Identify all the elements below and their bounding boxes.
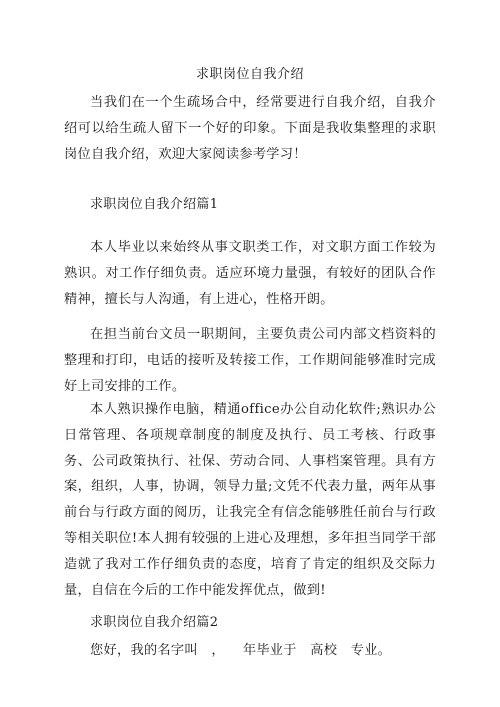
section-2-heading: 求职岗位自我介绍篇2	[90, 615, 219, 630]
section-2-first-line: 您好，我的名字叫 ， 年毕业于 高校 专业。	[90, 643, 392, 658]
section-1-paragraph-2: 在担当前台文员一职期间，主要负责公司内部文档资料的整理和打印，电话的接听及转接工作，工作期间能够准时完成好上司安排的工作。	[64, 327, 436, 394]
intro-paragraph: 当我们在一个生疏场合中，经常要进行自我介绍，自我介绍可以给生疏人留下一个好的印象。下面是我收集整理的求职岗位自我介绍，欢迎大家阅读参考学习！	[64, 95, 436, 162]
document-title: 求职岗位自我介绍	[195, 67, 304, 82]
section-1-paragraph-1: 本人毕业以来始终从事文职类工作，对文职方面工作较为熟识。对工作仔细负责。适应环境力量强，有较好的团队合作精神，擅长与人沟通，有上进心，性格开朗。	[64, 240, 436, 307]
section-1-paragraph-3: 本人熟识操作电脑，精通office办公自动化软件;熟识办公日常管理、各项规章制度的制度及执行、员工考核、行政事务、公司政策执行、社保、劳动合同、人事档案管理。具有方案，组织，人事，协调，领导力量;文凭不代表力量，两年从事前台与行政方面的阅历，让我完全有信念能够胜任前台与行政等相关职位!本人拥有较强的上进心及理想，多年担当同学干部造就了我对工作仔细负责的态度，培育了肯定的组织及交际力量，自信在今后的工作中能发挥优点，做到!	[64, 402, 436, 598]
section-1-heading: 求职岗位自我介绍篇1	[90, 197, 219, 212]
